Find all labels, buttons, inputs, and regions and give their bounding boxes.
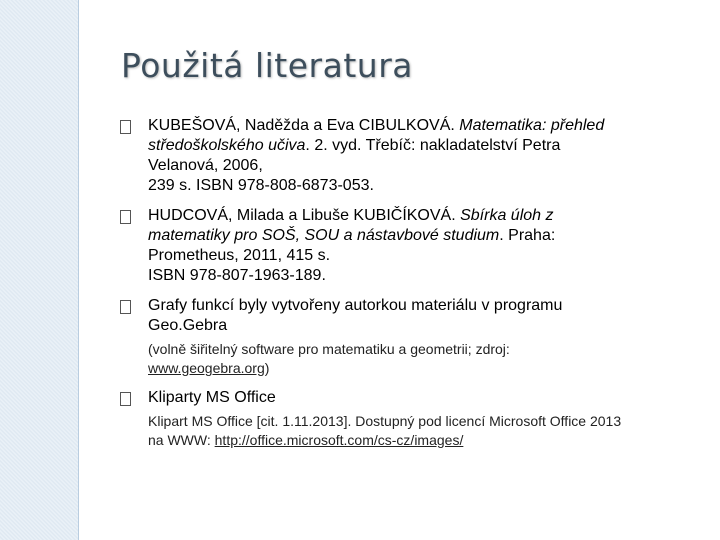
reference-item-ms-office (120, 388, 700, 450)
checkbox-bullet-icon (120, 120, 131, 134)
reference-note (148, 340, 700, 378)
reference-line: KUBEŠOVÁ, Naděžda a Eva CIBULKOVÁ. Matematika: přehled (148, 117, 605, 134)
reference-text (148, 206, 700, 286)
reference-line: Geo.Gebra (148, 317, 228, 334)
reference-text (148, 296, 700, 336)
reference-line: Velanová, 2006, (148, 157, 263, 174)
slide-title: Použitá literatura (121, 46, 413, 85)
note-line: (volně šiřitelný software pro matematiku a geometrii; zdroj: (148, 341, 510, 357)
reference-item-geogebra (120, 296, 700, 378)
office-images-link[interactable]: http://office.microsoft.com/cs-cz/images/ (214, 432, 464, 448)
reference-line: 239 s. ISBN 978-808-6873-053. (148, 177, 374, 194)
reference-line: Kliparty MS Office (148, 389, 276, 406)
reference-note (148, 412, 700, 450)
reference-line: středoškolského učiva. 2. vyd. Třebíč: nakladatelství Petra (148, 137, 561, 154)
note-line: Klipart MS Office [cit. 1.11.2013]. Dostupný pod licencí Microsoft Office 2013 (148, 413, 622, 429)
reference-text (148, 116, 700, 196)
note-line: www.geogebra.org) (148, 360, 270, 376)
reference-line: matematiky pro SOŠ, SOU a nástavbové studium. Praha: (148, 227, 556, 244)
checkbox-bullet-icon (120, 210, 131, 224)
reference-item-hudcova (120, 206, 700, 286)
reference-line: Prometheus, 2011, 415 s. (148, 247, 331, 264)
checkbox-bullet-icon (120, 392, 131, 406)
geogebra-link[interactable]: www.geogebra.org (148, 360, 265, 376)
slide-sidebar-decoration (0, 0, 79, 540)
bibliography-list (120, 116, 700, 460)
checkbox-bullet-icon (120, 300, 131, 314)
reference-line: HUDCOVÁ, Milada a Libuše KUBIČÍKOVÁ. Sbírka úloh z (148, 207, 554, 224)
reference-item-kubesova (120, 116, 700, 196)
note-line: na WWW: http://office.microsoft.com/cs-cz/images/ (148, 432, 464, 448)
reference-line: Grafy funkcí byly vytvořeny autorkou materiálu v programu (148, 297, 563, 314)
reference-line: ISBN 978-807-1963-189. (148, 267, 326, 284)
reference-text (148, 388, 700, 408)
